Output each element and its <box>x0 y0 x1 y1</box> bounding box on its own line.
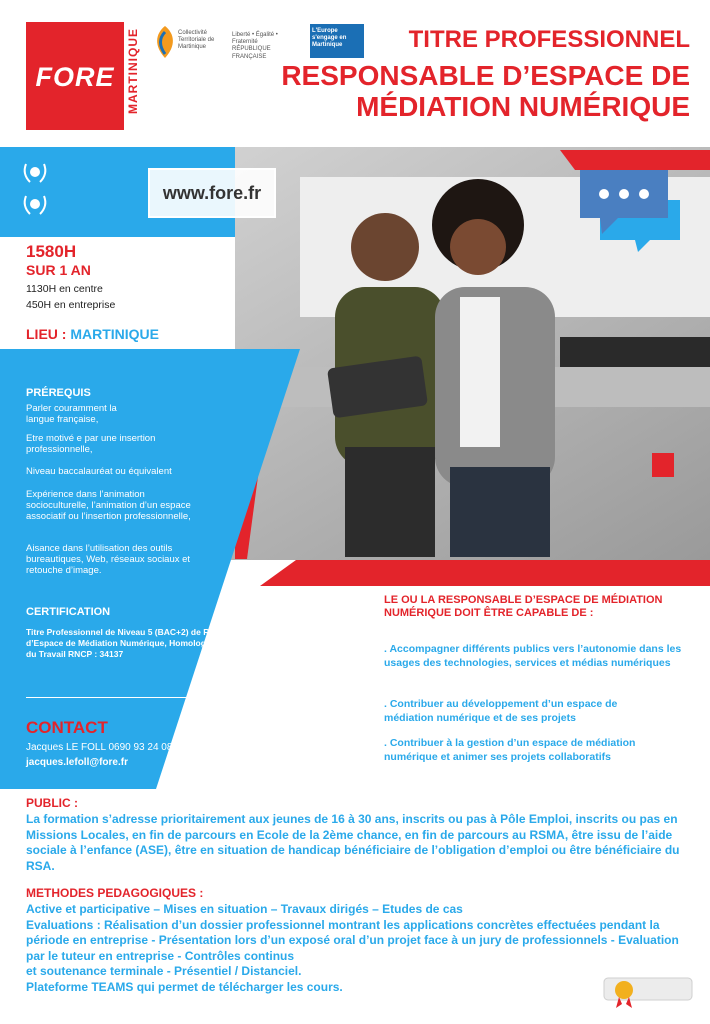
hours-center: 1130H en centre <box>26 283 103 295</box>
contact-phone: Jacques LE FOLL 0690 93 24 08 / 0596 68 62 52 <box>26 742 245 753</box>
prerequisites-title: PRÉREQUIS <box>26 387 91 399</box>
capability-item: . Accompagner différents publics vers l’autonomie dans les usages des technologies, services et médias numériques <box>384 643 682 669</box>
location: LIEU : MARTINIQUE <box>26 326 160 342</box>
duration: SUR 1 AN <box>26 262 91 278</box>
europe-logo-text: L'Europe s'engage en Martinique <box>312 28 347 49</box>
capability-item: . Contribuer au développement d’un espace de médiation numérique et de ses projets <box>384 698 618 724</box>
public-title: PUBLIC : <box>26 796 78 810</box>
hours-company: 450H en entreprise <box>26 299 116 311</box>
collectivite-logo-text: Collectivité Territoriale de Martinique <box>178 30 215 51</box>
fore-logo-text: FORE <box>35 62 115 92</box>
public-text: La formation s’adresse prioritairement aux jeunes de 16 à 30 ans, inscrits ou pas à Pôle Emploi, inscrits ou pas en Missions Locales, en fin de parcours en Ecole de la 2ème chance, en fin de parcours au RSMA, être issu de l’aide sociale à l’enfance (ASE), être en situation de handicap bénéficiaire de l’obligation d’emploi ou être bénéficiaire du RSA. <box>26 812 680 873</box>
website-url[interactable]: www.fore.fr <box>148 168 276 218</box>
prerequisite-item: Parler couramment la langue française, <box>26 403 117 425</box>
methods-title: METHODES PEDAGOGIQUES : <box>26 886 204 900</box>
logo-side-label: MARTINIQUE <box>126 28 140 114</box>
prerequisite-item: Expérience dans l’animation socioculturelle, l’animation d’un espace associatif ou l’insertion professionnelle, <box>26 489 191 522</box>
capabilities-title: LE OU LA RESPONSABLE D’ESPACE DE MÉDIATION NUMÉRIQUE DOIT ÊTRE CAPABLE DE : <box>384 594 663 619</box>
certification-title: CERTIFICATION <box>26 606 111 618</box>
laurel-badge-icon <box>20 160 50 186</box>
hours-total: 1580H <box>26 242 77 261</box>
republique-logo-text: Liberté • Égalité • Fraternité RÉPUBLIQUE FRANÇAISE <box>232 32 278 60</box>
page-title-line1: TITRE PROFESSIONNEL <box>408 26 690 53</box>
contact-email[interactable]: jacques.lefoll@fore.fr <box>26 757 128 768</box>
methods-text: Active et participative – Mises en situation – Travaux dirigés – Etudes de cas Evaluations : Réalisation d’un dossier professionnel montrant les applications concrètes effectuées pendant la période en entreprise - Présentation lors d’un exposé oral d’un projet face à un jury de professionnels - Evaluation par le tuteur en entreprise - Contrôles continus et soutenance terminale - Présentiel / Distanciel. Plateforme TEAMS qui permet de télécharger les cours. <box>26 902 679 994</box>
red-stripe <box>260 560 710 586</box>
page-title-line2: RESPONSABLE D’ESPACE DE MÉDIATION NUMÉRIQUE <box>281 60 690 122</box>
diploma-icon <box>600 970 695 1010</box>
red-stripe <box>560 150 710 170</box>
prerequisite-item: Etre motivé e par une insertion professionnelle, <box>26 433 156 455</box>
laurel-badge-icon <box>20 192 50 218</box>
prerequisite-item: Aisance dans l’utilisation des outils bureautiques, Web, réseaux sociaux et retouche d’image. <box>26 543 191 576</box>
certification-text: Titre Professionnel de Niveau 5 (BAC+2) de Responsable d’Espace de Médiation Numérique, Homologué par le Ministre du Travail RNCP : 34137 <box>26 627 276 659</box>
prerequisite-item: Niveau baccalauréat ou équivalent <box>26 466 172 477</box>
contact-title: CONTACT <box>26 718 108 737</box>
divider <box>26 697 292 698</box>
chat-bubble-icon <box>574 160 694 255</box>
capability-item: . Contribuer à la gestion d’un espace de médiation numérique et animer ses projets collaboratifs <box>384 737 636 763</box>
